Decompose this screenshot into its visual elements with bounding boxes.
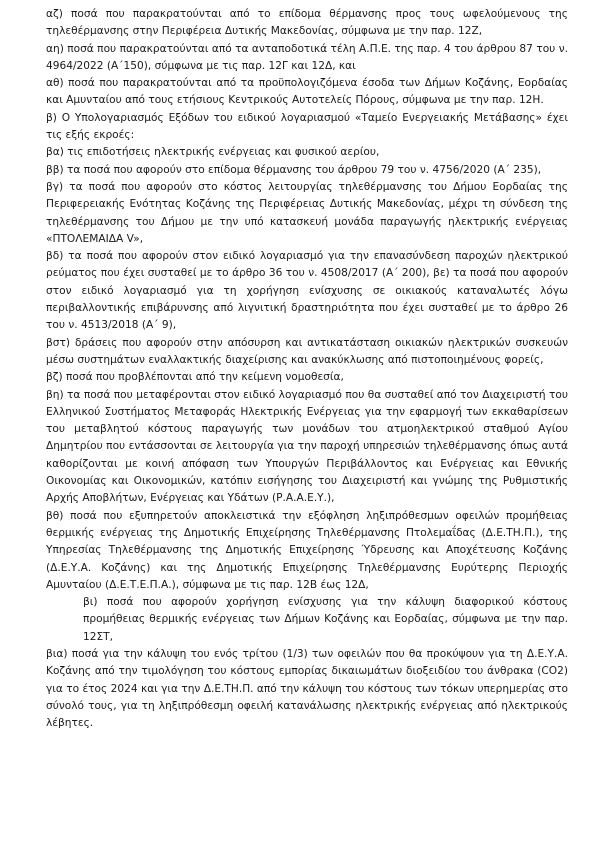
paragraph-bd-be: βδ) τα ποσά που αφορούν στον ειδικό λογαριασμό για την επανασύνδεση παροχών ηλεκτρικού ρεύματος που έχει συσταθεί με το άρθρο 36 του ν. 4508/2017 (Α΄ 200), βε) τα ποσά που αφορούν στον ειδικό λογαριασμό για τη χορήγηση ενίσχυσης σε οικιακούς καταναλωτές λόγω περιβαλλοντικής επιβάρυνσης από λιγνιτική δραστηριότητα που έχει συσταθεί με το άρθρο 26 του ν. 4513/2018 (Α΄ 9), xyxy=(46,250,568,332)
paragraph-bg: βγ) τα ποσά που αφορούν στο κόστος λειτουργίας τηλεθέρμανσης του Δήμου Εορδαίας της Περιφερειακής Ενότητας Κοζάνης της Περιφέρειας Δυτικής Μακεδονίας, μέχρι τη σύνδεση της τηλεθέρμανσης του Δήμου με την υπό κατασκευή μονάδα παραγωγής ηλεκτρικής ενέργειας «ΠΤΟΛΕΜΑΙΔΑ V», xyxy=(46,180,568,245)
paragraph-bth: βθ) ποσά που εξυπηρετούν αποκλειστικά την εξόφληση ληξιπρόθεσμων οφειλών προμήθειας θερμικής ενέργειας της Δημοτικής Επιχείρησης Τηλεθέρμανσης Πτολεμαΐδας (Δ.Ε.ΤΗ.Π.), της Υπηρεσίας Τηλεθέρμανσης της Δημοτικής Επιχείρησης Ύδρευσης και Αποχέτευσης Κοζάνης (Δ.Ε.Υ.Α. Κοζάνης) και της Δημοτικής Επιχείρησης Τηλεθέρμανσης Ευρύτερης Περιοχής Αμυνταίου (Δ.Ε.Τ.Ε.Π.Α.), σύμφωνα με τις παρ. 12Β έως 12Δ, xyxy=(46,509,568,591)
paragraph-ah: αη) ποσά που παρακρατούνται από τα ανταποδοτικά τέλη Α.Π.Ε. της παρ. 4 του άρθρου 87 του ν. 4964/2022 (Α΄150), σύμφωνα με τις παρ. 12Γ και 12Δ, και xyxy=(46,42,568,72)
paragraph-bz: βζ) ποσά που προβλέπονται από την κείμενη νομοθεσία, xyxy=(46,371,344,384)
document-page xyxy=(46,6,568,732)
paragraph-ba: βα) τις επιδοτήσεις ηλεκτρικής ενέργειας και φυσικού αερίου, xyxy=(46,146,380,159)
paragraph-bst: βστ) δράσεις που αφορούν στην απόσυρση και αντικατάσταση οικιακών ηλεκτρικών συσκευών μέσω συστημάτων εναλλακτικής διαχείρισης και ανακύκλωσης από πιστοποιημένους φορείς, xyxy=(46,336,568,366)
paragraph-b-intro: β) Ο Υπολογαριασμός Εξόδων του ειδικού λογαριασμού «Ταμείο Ενεργειακής Μετάβασης» έχει τις εξής εκροές: xyxy=(46,111,568,142)
paragraph-bia: βια) ποσά για την κάλυψη του ενός τρίτου (1/3) των οφειλών που θα προκύψουν για τη Δ.Ε.Υ.Α. Κοζάνης από την τιμολόγηση του κόστους εμπορίας δικαιωμάτων διοξειδίου του άνθρακα (CO2) για το έτος 2024 και για την Δ.Ε.ΤΗ.Π. από την κάλυψη του κόστους των τόκων υπερημερίας στο σύνολό τους, για τη ληξιπρόθεσμη οφειλή κατανάλωσης ηλεκτρικής ενέργειας από ηλεκτρικούς λέβητες. xyxy=(46,647,568,730)
paragraph-ath: αθ) ποσά που παρακρατούνται από τα προϋπολογιζόμενα έσοδα των Δήμων Κοζάνης, Εορδαίας και Αμυνταίου από τους ετήσιους Κεντρικούς Αυτοτελείς Πόρους, σύμφωνα με την παρ. 12Η. xyxy=(46,77,568,107)
paragraph-bi: βι) ποσά που αφορούν χορήγηση ενίσχυσης για την κάλυψη διαφορικού κόστους προμήθειας θερμικής ενέργειας των Δήμων Κοζάνης και Εορδαίας, σύμφωνα με την παρ. 12ΣΤ, xyxy=(83,596,568,643)
paragraph-bb: ββ) τα ποσά που αφορούν στο επίδομα θέρμανσης του άρθρου 79 του ν. 4756/2020 (Α΄ 235), xyxy=(46,163,542,176)
paragraph-bh: βη) τα ποσά που μεταφέρονται στον ειδικό λογαριασμό που θα συσταθεί από τον Διαχειριστή του Ελληνικού Συστήματος Μεταφοράς Ηλεκτρικής Ενέργειας για την εφαρμογή των εκκαθαρίσεων του μεταβλητού κόστους παραγωγής των μονάδων του ατμοηλεκτρικού σταθμού Αγίου Δημητρίου που εντάσσονται σε λειτουργία για την παροχή υπηρεσιών τηλεθέρμανσης όπως αυτά καθορίζονται με κοινή απόφαση των Υπουργών Περιβάλλοντος και Ενέργειας και Εθνικής Οικονομίας και Οικονομικών, κατόπιν εισήγησης του Διαχειριστή και γνώμης της Ρυθμιστικής Αρχής Αποβλήτων, Ενέργειας και Υδάτων (Ρ.Α.Α.Ε.Υ.), xyxy=(46,388,568,505)
paragraph-az: αζ) ποσά που παρακρατούνται από το επίδομα θέρμανσης προς τους ωφελούμενους της τηλεθέρμανσης στην Περιφέρεια Δυτικής Μακεδονίας, σύμφωνα με την παρ. 12Ζ, xyxy=(46,8,568,38)
